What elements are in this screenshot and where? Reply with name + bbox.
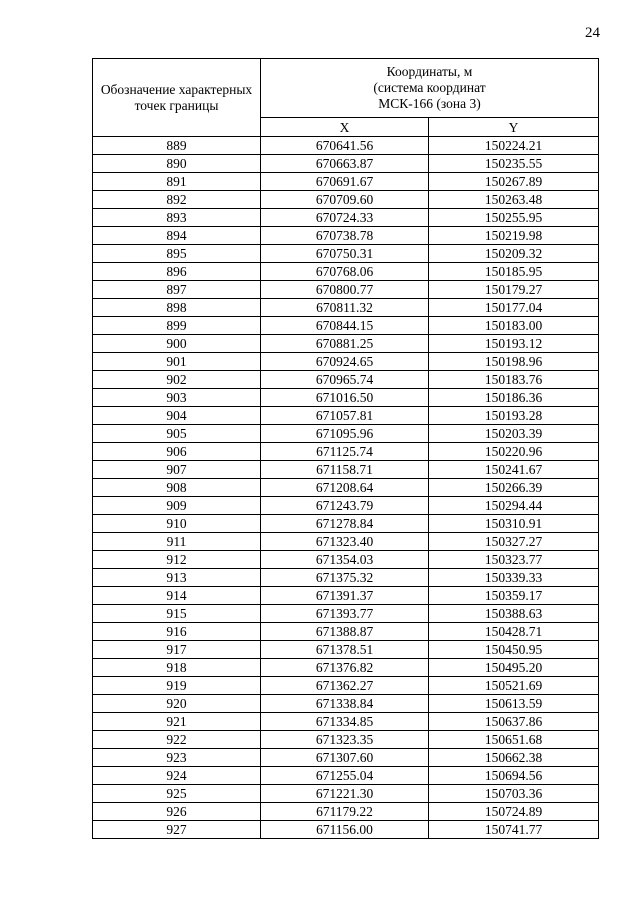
- x-cell: 671323.35: [261, 731, 429, 749]
- y-cell: 150327.27: [429, 533, 599, 551]
- table-row: [93, 587, 599, 605]
- x-cell: 671362.27: [261, 677, 429, 695]
- x-cell: 670924.65: [261, 353, 429, 371]
- point-cell: 914: [93, 587, 261, 605]
- x-cell: 671158.71: [261, 461, 429, 479]
- x-cell: 671125.74: [261, 443, 429, 461]
- y-cell: 150637.86: [429, 713, 599, 731]
- point-cell: 920: [93, 695, 261, 713]
- point-cell: 907: [93, 461, 261, 479]
- point-cell: 916: [93, 623, 261, 641]
- y-cell: 150428.71: [429, 623, 599, 641]
- x-cell: 671391.37: [261, 587, 429, 605]
- point-cell: 919: [93, 677, 261, 695]
- header-points: Обозначение характерных точек границы: [93, 59, 261, 137]
- header-coordinates-line1: Координаты, м: [386, 64, 473, 80]
- x-cell: 670750.31: [261, 245, 429, 263]
- y-cell: 150177.04: [429, 299, 599, 317]
- x-cell: 671378.51: [261, 641, 429, 659]
- point-cell: 896: [93, 263, 261, 281]
- table-row: [93, 425, 599, 443]
- point-cell: 891: [93, 173, 261, 191]
- y-cell: 150209.32: [429, 245, 599, 263]
- point-cell: 913: [93, 569, 261, 587]
- point-cell: 895: [93, 245, 261, 263]
- y-cell: 150193.12: [429, 335, 599, 353]
- y-cell: 150219.98: [429, 227, 599, 245]
- x-cell: 671323.40: [261, 533, 429, 551]
- table-row: [93, 515, 599, 533]
- y-cell: 150694.56: [429, 767, 599, 785]
- table-row: [93, 461, 599, 479]
- table-row: [93, 497, 599, 515]
- table-row: [93, 623, 599, 641]
- table-row: [93, 173, 599, 191]
- point-cell: 905: [93, 425, 261, 443]
- coordinates-table: [92, 58, 599, 839]
- y-cell: 150241.67: [429, 461, 599, 479]
- point-cell: 899: [93, 317, 261, 335]
- x-cell: 671354.03: [261, 551, 429, 569]
- x-cell: 671221.30: [261, 785, 429, 803]
- point-cell: 908: [93, 479, 261, 497]
- x-cell: 670738.78: [261, 227, 429, 245]
- point-cell: 917: [93, 641, 261, 659]
- table-row: [93, 479, 599, 497]
- x-cell: 671179.22: [261, 803, 429, 821]
- point-cell: 901: [93, 353, 261, 371]
- y-cell: 150662.38: [429, 749, 599, 767]
- x-cell: 670768.06: [261, 263, 429, 281]
- table-row: [93, 389, 599, 407]
- x-cell: 671388.87: [261, 623, 429, 641]
- point-cell: 903: [93, 389, 261, 407]
- point-cell: 910: [93, 515, 261, 533]
- x-cell: 671334.85: [261, 713, 429, 731]
- header-y: Y: [429, 118, 599, 137]
- table-row: [93, 191, 599, 209]
- y-cell: 150220.96: [429, 443, 599, 461]
- point-cell: 909: [93, 497, 261, 515]
- point-cell: 923: [93, 749, 261, 767]
- y-cell: 150185.95: [429, 263, 599, 281]
- point-cell: 890: [93, 155, 261, 173]
- point-cell: 889: [93, 137, 261, 155]
- x-cell: 671156.00: [261, 821, 429, 839]
- table-row: [93, 371, 599, 389]
- y-cell: 150183.00: [429, 317, 599, 335]
- table-row: [93, 245, 599, 263]
- x-cell: 671057.81: [261, 407, 429, 425]
- table-row: [93, 695, 599, 713]
- x-cell: 671376.82: [261, 659, 429, 677]
- y-cell: 150224.21: [429, 137, 599, 155]
- point-cell: 894: [93, 227, 261, 245]
- table-row: [93, 317, 599, 335]
- x-cell: 670709.60: [261, 191, 429, 209]
- x-cell: 670811.32: [261, 299, 429, 317]
- x-cell: 671095.96: [261, 425, 429, 443]
- y-cell: 150450.95: [429, 641, 599, 659]
- x-cell: 671393.77: [261, 605, 429, 623]
- y-cell: 150267.89: [429, 173, 599, 191]
- point-cell: 927: [93, 821, 261, 839]
- x-cell: 671243.79: [261, 497, 429, 515]
- header-x: X: [261, 118, 429, 137]
- table-body: [93, 137, 599, 839]
- table-row: [93, 443, 599, 461]
- table-row: [93, 605, 599, 623]
- x-cell: 670965.74: [261, 371, 429, 389]
- header-coordinates: [261, 59, 599, 118]
- y-cell: 150703.36: [429, 785, 599, 803]
- table-row: [93, 335, 599, 353]
- x-cell: 670691.67: [261, 173, 429, 191]
- point-cell: 902: [93, 371, 261, 389]
- point-cell: 893: [93, 209, 261, 227]
- y-cell: 150183.76: [429, 371, 599, 389]
- x-cell: 670724.33: [261, 209, 429, 227]
- table-row: [93, 281, 599, 299]
- point-cell: 926: [93, 803, 261, 821]
- y-cell: 150186.36: [429, 389, 599, 407]
- y-cell: 150651.68: [429, 731, 599, 749]
- table-row: [93, 749, 599, 767]
- y-cell: 150294.44: [429, 497, 599, 515]
- y-cell: 150495.20: [429, 659, 599, 677]
- y-cell: 150521.69: [429, 677, 599, 695]
- table-row: [93, 803, 599, 821]
- table-row: [93, 731, 599, 749]
- y-cell: 150741.77: [429, 821, 599, 839]
- table-row: [93, 263, 599, 281]
- y-cell: 150310.91: [429, 515, 599, 533]
- y-cell: 150193.28: [429, 407, 599, 425]
- point-cell: 900: [93, 335, 261, 353]
- table-row: [93, 155, 599, 173]
- point-cell: 915: [93, 605, 261, 623]
- point-cell: 921: [93, 713, 261, 731]
- table-row: [93, 353, 599, 371]
- x-cell: 670800.77: [261, 281, 429, 299]
- point-cell: 912: [93, 551, 261, 569]
- table-row: [93, 137, 599, 155]
- table-row: [93, 227, 599, 245]
- point-cell: 925: [93, 785, 261, 803]
- page-number: 24: [585, 25, 600, 41]
- table-row: [93, 551, 599, 569]
- table-row: [93, 209, 599, 227]
- x-cell: 670663.87: [261, 155, 429, 173]
- table-row: [93, 407, 599, 425]
- x-cell: 671338.84: [261, 695, 429, 713]
- table-row: [93, 785, 599, 803]
- x-cell: 670844.15: [261, 317, 429, 335]
- table-row: [93, 821, 599, 839]
- x-cell: 671255.04: [261, 767, 429, 785]
- y-cell: 150235.55: [429, 155, 599, 173]
- y-cell: 150323.77: [429, 551, 599, 569]
- point-cell: 898: [93, 299, 261, 317]
- y-cell: 150179.27: [429, 281, 599, 299]
- point-cell: 897: [93, 281, 261, 299]
- y-cell: 150359.17: [429, 587, 599, 605]
- x-cell: 670881.25: [261, 335, 429, 353]
- point-cell: 892: [93, 191, 261, 209]
- x-cell: 671307.60: [261, 749, 429, 767]
- table-row: [93, 713, 599, 731]
- y-cell: 150198.96: [429, 353, 599, 371]
- table-row: [93, 299, 599, 317]
- table-row: [93, 569, 599, 587]
- x-cell: 671278.84: [261, 515, 429, 533]
- header-coordinates-line2: (система координат: [373, 80, 486, 96]
- y-cell: 150266.39: [429, 479, 599, 497]
- x-cell: 671375.32: [261, 569, 429, 587]
- point-cell: 911: [93, 533, 261, 551]
- y-cell: 150339.33: [429, 569, 599, 587]
- y-cell: 150203.39: [429, 425, 599, 443]
- table-row: [93, 659, 599, 677]
- table-row: [93, 767, 599, 785]
- table-row: [93, 533, 599, 551]
- x-cell: 670641.56: [261, 137, 429, 155]
- table-row: [93, 677, 599, 695]
- y-cell: 150263.48: [429, 191, 599, 209]
- x-cell: 671016.50: [261, 389, 429, 407]
- y-cell: 150724.89: [429, 803, 599, 821]
- point-cell: 922: [93, 731, 261, 749]
- y-cell: 150613.59: [429, 695, 599, 713]
- table-header: [93, 59, 599, 137]
- point-cell: 904: [93, 407, 261, 425]
- y-cell: 150388.63: [429, 605, 599, 623]
- header-coordinates-line3: МСК-166 (зона 3): [378, 96, 481, 112]
- y-cell: 150255.95: [429, 209, 599, 227]
- table-row: [93, 641, 599, 659]
- point-cell: 918: [93, 659, 261, 677]
- x-cell: 671208.64: [261, 479, 429, 497]
- point-cell: 924: [93, 767, 261, 785]
- point-cell: 906: [93, 443, 261, 461]
